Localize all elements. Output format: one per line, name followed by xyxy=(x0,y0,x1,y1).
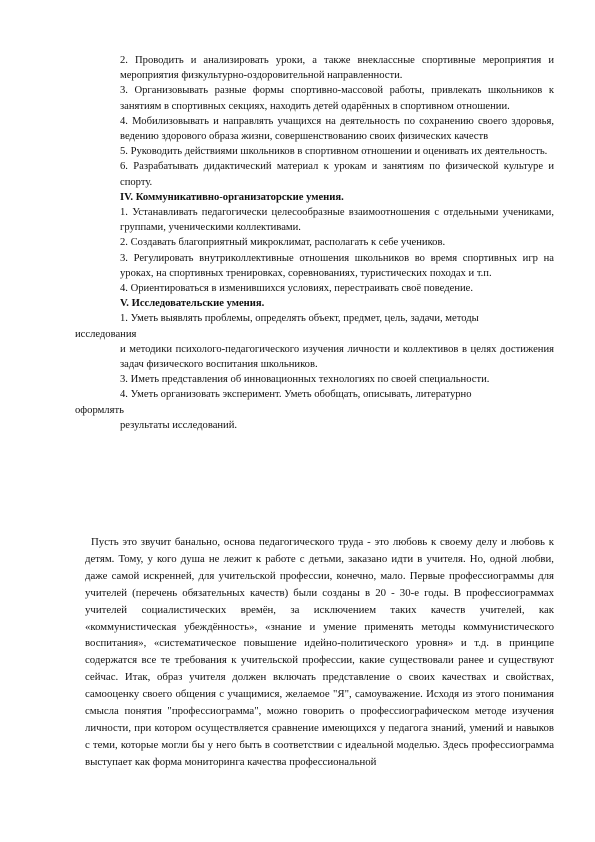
list-item: 2. Создавать благоприятный микроклимат, располагать к себе учеников. xyxy=(120,237,446,249)
list-item: 3. Организовывать разные формы спортивно-массовой работы, привлекать школьников к занятиям в спортивных секциях, находить детей одарённых в спортивном отношении. xyxy=(120,85,554,112)
list-item: 3. Иметь представления об инновационных технологиях по своей специальности. xyxy=(120,374,490,386)
list-item: 3. Регулировать внутриколлективные отношения школьников во время спортивных игр на уроках, на спортивных тренировках, соревнованиях, туристических походах и т.п. xyxy=(120,252,554,279)
list-item: 6. Разрабатывать дидактический материал к урокам и занятиям по физической культуре и спорту. xyxy=(120,161,554,188)
list-item: 2. Проводить и анализировать уроки, а также внеклассные спортивные мероприятия и мероприятия физкультурно-оздоровительной направленности. xyxy=(120,55,554,82)
list-item-continuation: исследования xyxy=(75,328,137,340)
list-item: 4. Уметь организовать эксперимент. Уметь обобщать, описывать, литературно xyxy=(120,389,472,401)
skills-list xyxy=(75,53,554,433)
list-item: 4. Мобилизовывать и направлять учащихся на деятельность по сохранению своего здоровья, ведению здорового образа жизни, совершенствованию своих физических качеств xyxy=(120,115,554,143)
list-item: 1. Уметь выявлять проблемы, определять объект, предмет, цель, задачи, методы xyxy=(120,313,479,325)
section-heading-communicative: IV. Коммуникативно-организаторские умения. xyxy=(120,191,344,203)
paragraph-text: Пусть это звучит банально, основа педагогического труда - это любовь к своему делу и любовь к детям. Тому, у кого душа не лежит к работе с детьми, заказано идти в учителя. Но, одной любви, даже самой искренней, для учительской профессии, конечно, мало. Первые профессиограммы для учителей (перечень обязательных качеств) были созданы в 20 - 30-е годы. В профессиограммах учителей социалистических времён, за исключением таких качеств учителей, как «коммунистическая убеждённость», «знание и умение применять методы коммунистического воспитания», «систематическое повышение идейно-политического уровня» и т.д. в принципе содержатся все те требования к учительской профессии, какие существовали ранее и существуют сейчас. Итак, образ учителя должен включать представление о своих качествах и свойствах, самооценку своего общения с учащимися, желаемое "Я", самоуважение. Исходя из этого понимания смысла понятия "профессиограмма", можно говорить о профессиографическом методе изучения личности, при котором осуществляется сравнение имеющихся у педагога знаний, умений и навыков с теми, которые могли бы у него быть в соответствии с идеальной моделью. Здесь профессиограмма выступает как форма мониторинга качества профессиональной xyxy=(85,536,554,768)
list-item-continuation: оформлять xyxy=(75,404,124,416)
section-heading-research: V. Исследовательские умения. xyxy=(120,298,265,310)
list-item-continuation: и методики психолого-педагогического изучения личности и коллективов в целях достижения задач физического воспитания школьников. xyxy=(120,343,554,371)
list-item: 1. Устанавливать педагогически целесообразные взаимоотношения с отдельными учениками, группами, ученическими коллективами. xyxy=(120,207,554,234)
list-item: 4. Ориентироваться в изменившихся условиях, перестраивать своё поведение. xyxy=(120,283,474,295)
list-item-continuation: результаты исследований. xyxy=(120,419,238,431)
body-paragraph xyxy=(85,534,554,771)
list-item: 5. Руководить действиями школьников в спортивном отношении и оценивать их деятельность. xyxy=(120,146,548,158)
